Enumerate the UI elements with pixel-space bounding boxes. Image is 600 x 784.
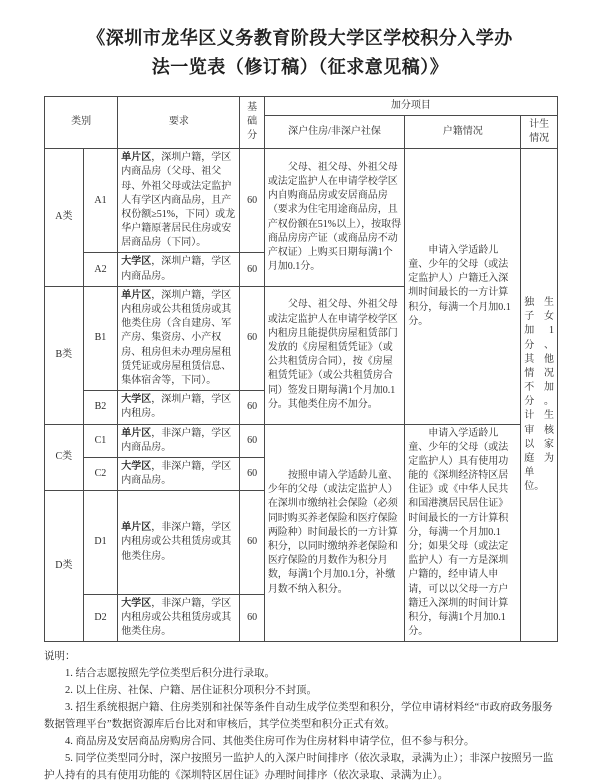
title-line-2: 法一览表（修订稿）（征求意见稿）》 <box>151 56 449 77</box>
base-score-cell-d2: 60 <box>240 594 264 642</box>
header-category: 类别 <box>45 96 118 149</box>
requirement-prefix: 大学区 <box>121 394 152 406</box>
base-score-cell-a1: 60 <box>240 149 264 253</box>
requirement-text: ，深圳户籍，学区内租房。 <box>121 394 232 420</box>
requirement-cell-b1 <box>118 286 240 390</box>
requirement-prefix: 单片区 <box>121 289 152 301</box>
requirement-text: ，非深户籍，学区内商品房。 <box>121 460 232 487</box>
base-score-cell-d1: 60 <box>240 491 264 595</box>
code-cell-b2: B2 <box>83 391 118 424</box>
requirement-text: ，深圳户籍，学区内商品房。 <box>121 256 232 282</box>
household-bonus-cell-cd: 申请入学适龄儿童、少年的父母（或法定监护人）具有使用功能的《深圳经济特区居住证》或《中华人民共和国港澳居民居住证》时间最长的一方计算积分，每满一个月加0.1分；如果父母（或法定监护人）有一方是深圳户籍的，经申请人申请，可以以父母一方户籍迁入深圳的时间计算积分，每满1个月加0.1分。 <box>405 424 521 642</box>
code-cell-d1: D1 <box>83 491 118 595</box>
requirement-cell-d1 <box>118 491 240 595</box>
category-cell-a: A类 <box>45 149 84 287</box>
requirement-text: ，非深户籍，学区内租房或公共租赁房或其他类住房。 <box>121 522 232 562</box>
note-item-4: 4. 商品房及安居商品房购房合同、其他类住房可作为住房材料申请学位，但不参与积分。 <box>65 736 475 748</box>
base-score-cell-b1: 60 <box>240 286 264 390</box>
note-item-2: 2. 以上住房、社保、户籍、居住证积分项积分不封顶。 <box>65 685 317 697</box>
requirement-cell-d2 <box>118 594 240 642</box>
page-title <box>30 24 570 82</box>
code-cell-a2: A2 <box>83 253 118 286</box>
category-cell-c: C类 <box>45 424 84 491</box>
requirement-text: ，非深户籍，学区内商品房。 <box>121 427 232 453</box>
notes-section <box>44 648 558 784</box>
note-item-1: 1. 结合志愿按照先学位类型后积分进行录取。 <box>65 668 275 680</box>
base-score-cell-c1: 60 <box>240 424 264 457</box>
requirement-prefix: 单片区 <box>121 522 152 534</box>
code-cell-d2: D2 <box>83 594 118 642</box>
header-family-planning: 计生情况 <box>521 115 558 148</box>
base-score-cell-c2: 60 <box>240 457 264 490</box>
family-planning-cell: 独生子女加1分、其他情况不加分。计生审核以家庭为单位。 <box>521 149 558 642</box>
table-row-c1 <box>45 424 558 457</box>
code-cell-c1: C1 <box>83 424 118 457</box>
base-score-cell-b2: 60 <box>240 391 264 424</box>
table-row-a1 <box>45 149 558 253</box>
requirement-prefix: 大学区 <box>121 256 152 268</box>
housing-bonus-cell-cd: 按照申请入学适龄儿童、少年的父母（或法定监护人）在深圳市缴纳社会保险（必须同时购买养老保险和医疗保险两险种）时间最长的一方计算积分，以同时缴纳养老保险和医疗保险的月数作为积分月数，每满1个月加0.1分，补缴月数不纳入积分。 <box>264 424 404 642</box>
code-cell-c2: C2 <box>83 457 118 490</box>
notes-label: 说明： <box>44 651 76 663</box>
requirement-prefix: 大学区 <box>121 597 152 609</box>
requirement-cell-a2 <box>118 253 240 286</box>
category-cell-d: D类 <box>45 491 84 642</box>
header-base-score: 基础分 <box>240 96 264 149</box>
requirement-cell-b2 <box>118 391 240 424</box>
title-line-1: 《深圳市龙华区义务教育阶段大学区学校积分入学办 <box>87 28 513 48</box>
note-item-5: 5. 同学位类型同分时，深户按照另一监护人的入深户时间排序（依次录取，录满为止）；非深户按照另一监护人持有的具有使用功能的《深圳特区居住证》办理时间排序（依次录取、录满为止）。 <box>44 753 554 782</box>
base-score-cell-a2: 60 <box>240 253 264 286</box>
header-household: 户籍情况 <box>405 115 521 148</box>
requirement-text: ，深圳户籍，学区内租房或公共租赁房或其他类住房（含自建房、军产房、集资房、小产权房、租房但未办理房屋租赁凭证或房屋租赁信息、集体宿舍等，下同）。 <box>121 289 232 386</box>
header-row-1 <box>45 96 558 115</box>
note-item-3: 3. 招生系统根据户籍、住房类别和社保等条件自动生成学位类型和积分，学位申请材料经“市政府政务服务数据管理平台”数据资源库后台比对和审核后，其学位类型和积分正式有效。 <box>44 702 553 731</box>
household-bonus-cell-ab: 申请入学适龄儿童、少年的父母（或法定监护人）户籍迁入深圳时间最长的一方计算积分，每满一个月加0.1分。 <box>405 149 521 424</box>
code-cell-b1: B1 <box>83 286 118 390</box>
header-bonus: 加分项目 <box>264 96 557 115</box>
document-page <box>0 24 600 782</box>
housing-bonus-cell-a: 父母、祖父母、外祖父母或法定监护人在申请学校学区内自购商品房或安居商品房（要求为住宅用途商品房，且产权份额在51%以上），按取得商品房房产证（或商品房不动产权证）上购买日期每满1个月加0.1分。 <box>264 149 404 287</box>
code-cell-a1: A1 <box>83 149 118 253</box>
requirement-text: ，非深户籍，学区内租房或公共租赁房或其他类住房。 <box>121 597 232 638</box>
requirement-prefix: 大学区 <box>121 460 152 472</box>
requirement-prefix: 单片区 <box>121 152 152 164</box>
requirement-cell-c1 <box>118 424 240 457</box>
requirement-cell-c2 <box>118 457 240 490</box>
requirement-text: ，深圳户籍，学区内商品房（父母、祖父母、外祖父母或法定监护人有学区内商品房，且产权份额≥51%，下同）或龙华户籍原著居民住房或安居商品房（下同）。 <box>121 152 236 249</box>
housing-bonus-cell-b: 父母、祖父母、外祖父母或法定监护人在申请学校学区内租房且能提供房屋租赁部门发放的《房屋租赁凭证》（或公共租赁房合同），按《房屋租赁凭证》（或公共租赁房合同）签发日期每满1个月加0.1分。其他类住房不加分。 <box>264 286 404 424</box>
requirement-cell-a1 <box>118 149 240 253</box>
admission-score-table <box>44 96 558 643</box>
requirement-prefix: 单片区 <box>121 427 152 439</box>
category-cell-b: B类 <box>45 286 84 424</box>
header-housing: 深户住房/非深户社保 <box>264 115 404 148</box>
header-requirement: 要求 <box>118 96 240 149</box>
